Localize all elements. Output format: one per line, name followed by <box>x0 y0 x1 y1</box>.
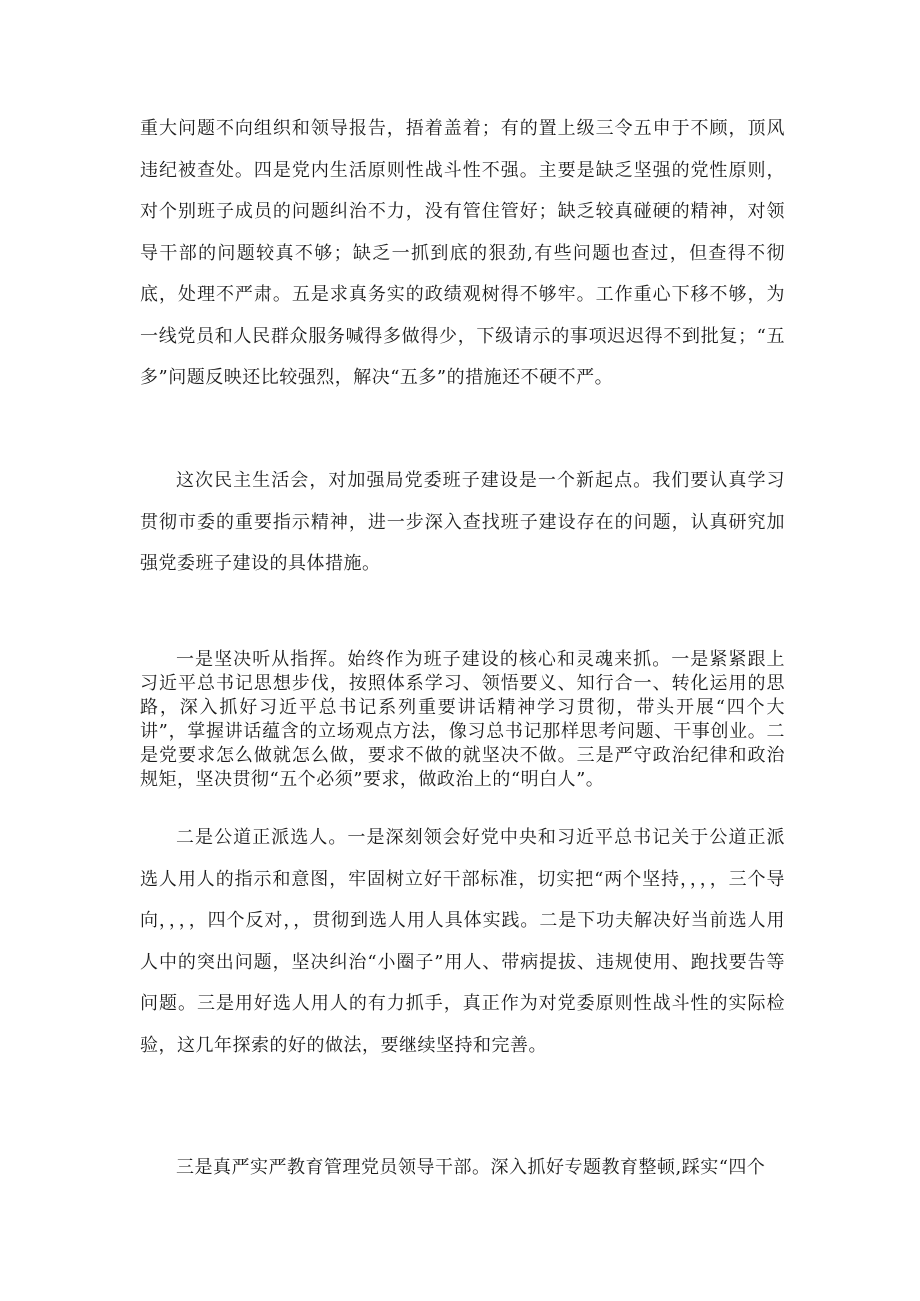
paragraph-point-two: 二是公道正派选人。一是深刻领会好党中央和习近平总书记关于公道正派选人用人的指示和意图，牢固树立好干部标准，切实把“两个坚持，，，，三个导向，，，，四个反对，，贯彻到选人用人具体实践。二是下功夫解决好当前选人用人中的突出问题，坚决纠治“小圈子”用人、带病提拔、违规使用、跑找要告等问题。三是用好选人用人的有力抓手，真正作为对党委原则性战斗性的实际检验，这几年探索的好的做法，要继续坚持和完善。 <box>140 827 785 1056</box>
paragraph-point-three: 三是真严实严教育管理党员领导干部。深入抓好专题教育整顿,踩实“四个 <box>176 1157 766 1178</box>
paragraph-meeting-summary: 这次民主生活会，对加强局党委班子建设是一个新起点。我们要认真学习贯彻市委的重要指示精神，进一步深入查找班子建设存在的问题，认真研究加强党委班子建设的具体措施。 <box>140 470 785 574</box>
paragraph-continuation: 重大问题不向组织和领导报告，捂着盖着；有的置上级三令五申于不顾，顶风违纪被查处。四是党内生活原则性战斗性不强。主要是缺乏坚强的党性原则，对个别班子成员的问题纠治不力，没有管住管好；缺乏较真碰硬的精神，对领导干部的问题较真不够；缺乏一抓到底的狠劲,有些问题也查过，但查得不彻底，处理不严肃。五是求真务实的政绩观树得不够牢。工作重心下移不够，为一线党员和人民群众服务喊得多做得少，下级请示的事项迟迟得不到批复；“五多”问题反映还比较强烈，解决“五多”的措施还不硬不严。 <box>140 118 785 388</box>
paragraph-point-one: 一是坚决听从指挥。始终作为班子建设的核心和灵魂来抓。一是紧紧跟上习近平总书记思想步伐，按照体系学习、领悟要义、知行合一、转化运用的思路，深入抓好习近平总书记系列重要讲话精神学习贯彻，带头开展“四个大讲”，掌握讲话蕴含的立场观点方法，像习总书记那样思考问题、干事创业。二是党要求怎么做就怎么做，要求不做的就坚决不做。三是严守政治纪律和政治规矩，坚决贯彻“五个必须”要求，做政治上的“明白人”。 <box>140 649 785 790</box>
